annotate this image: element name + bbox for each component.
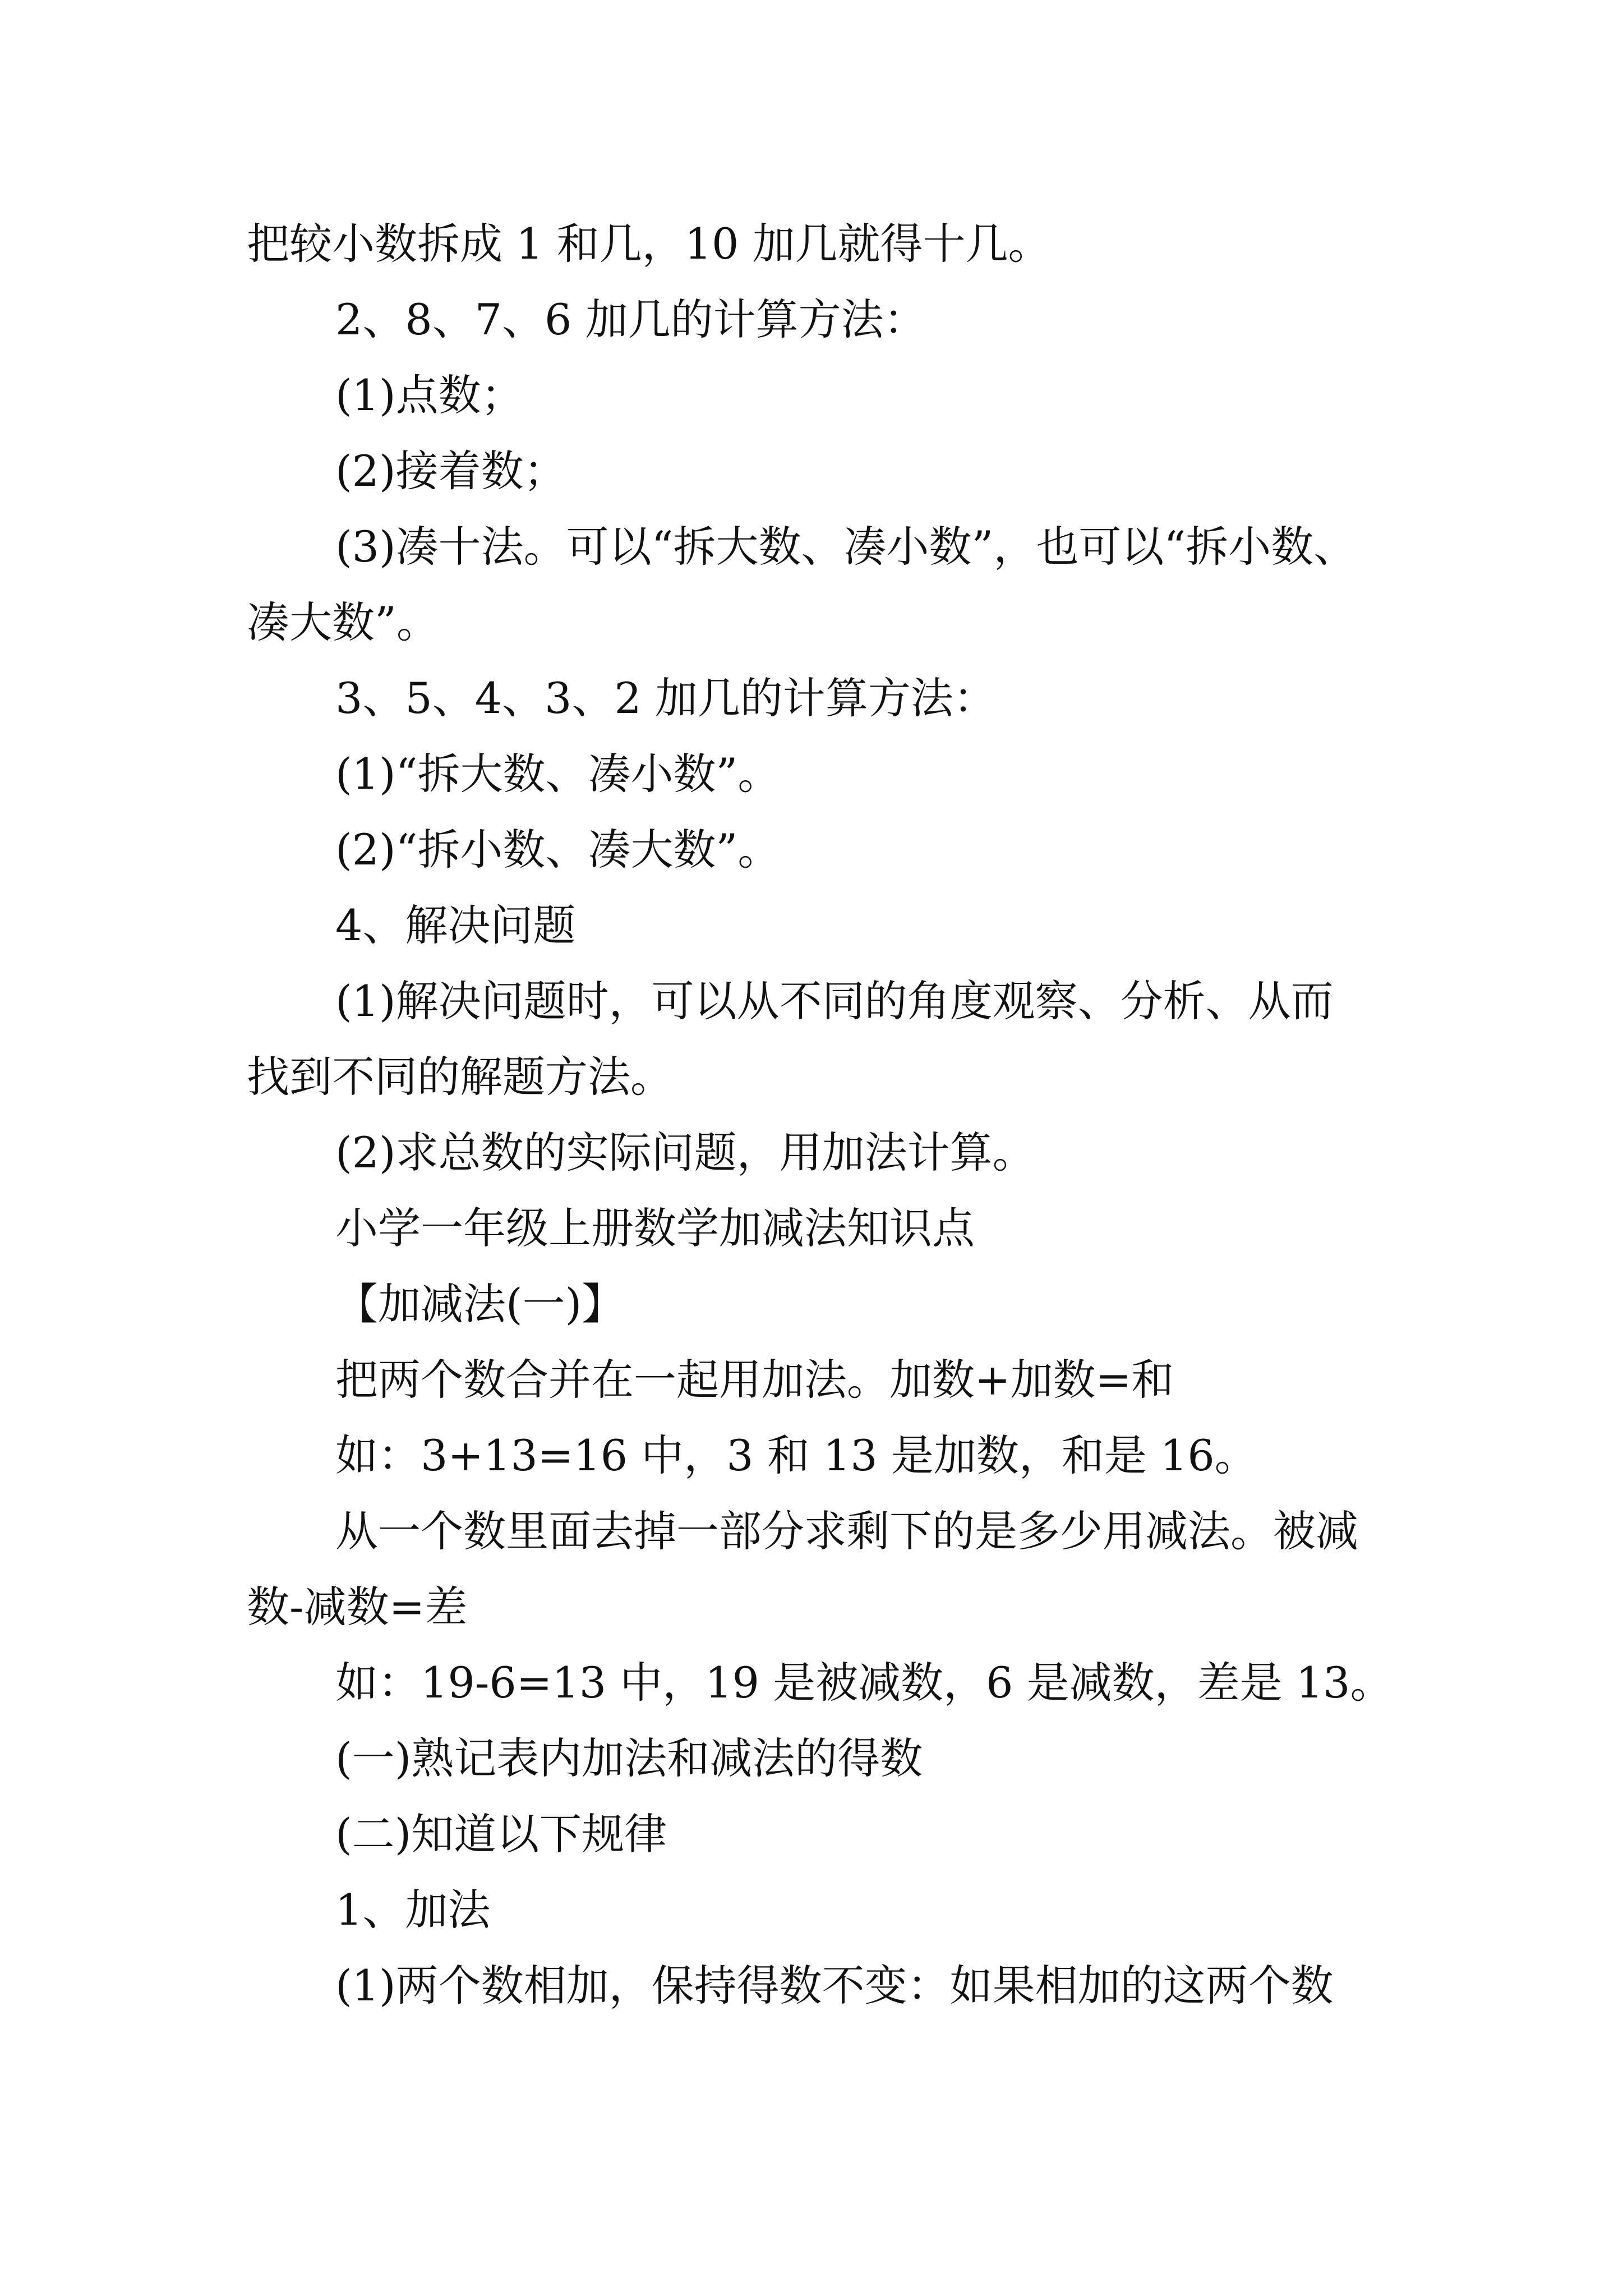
text-line: 数-减数=差 [247,1582,468,1632]
text-line: (一)熟记表内加法和减法的得数 [335,1733,923,1783]
text-line: (2)接着数； [335,446,566,496]
text-line: (二)知道以下规律 [335,1809,667,1859]
text-line: 把两个数合并在一起用加法。加数+加数=和 [335,1355,1174,1405]
subsection-heading: 【加减法(一)】 [335,1279,625,1329]
text-line: 凑大数”。 [247,597,439,647]
text-line: 从一个数里面去掉一部分求剩下的是多少用减法。被减 [335,1506,1358,1556]
text-line: (1)解决问题时，可以从不同的角度观察、分析、从而 [335,976,1334,1026]
text-line: (1)“拆大数、凑小数”。 [335,749,781,799]
text-line: 4、解决问题 [335,900,576,950]
text-line: 如：19-6=13 中，19 是被减数，6 是减数，差是 13。 [335,1658,1393,1708]
text-line: (2)求总数的实际问题，用加法计算。 [335,1128,1035,1177]
section-heading: 小学一年级上册数学加减法知识点 [335,1203,975,1253]
text-line: 3、5、4、3、2 加几的计算方法： [335,673,996,723]
text-line: 找到不同的解题方法。 [247,1052,673,1102]
text-line: (2)“拆小数、凑大数”。 [335,825,781,875]
text-line: 2、8、7、6 加几的计算方法： [335,295,926,344]
text-line: (1)两个数相加，保持得数不变：如果相加的这两个数 [335,1961,1334,2010]
text-line: (1)点数； [335,370,524,420]
text-line: 如：3+13=16 中，3 和 13 是加数，和是 16。 [335,1430,1257,1480]
text-line: 把较小数拆成 1 和几，10 加几就得十几。 [247,219,1051,269]
text-line: 1、加法 [335,1885,491,1935]
text-line: (3)凑十法。可以“拆大数、凑小数”，也可以“拆小数、 [335,522,1357,572]
